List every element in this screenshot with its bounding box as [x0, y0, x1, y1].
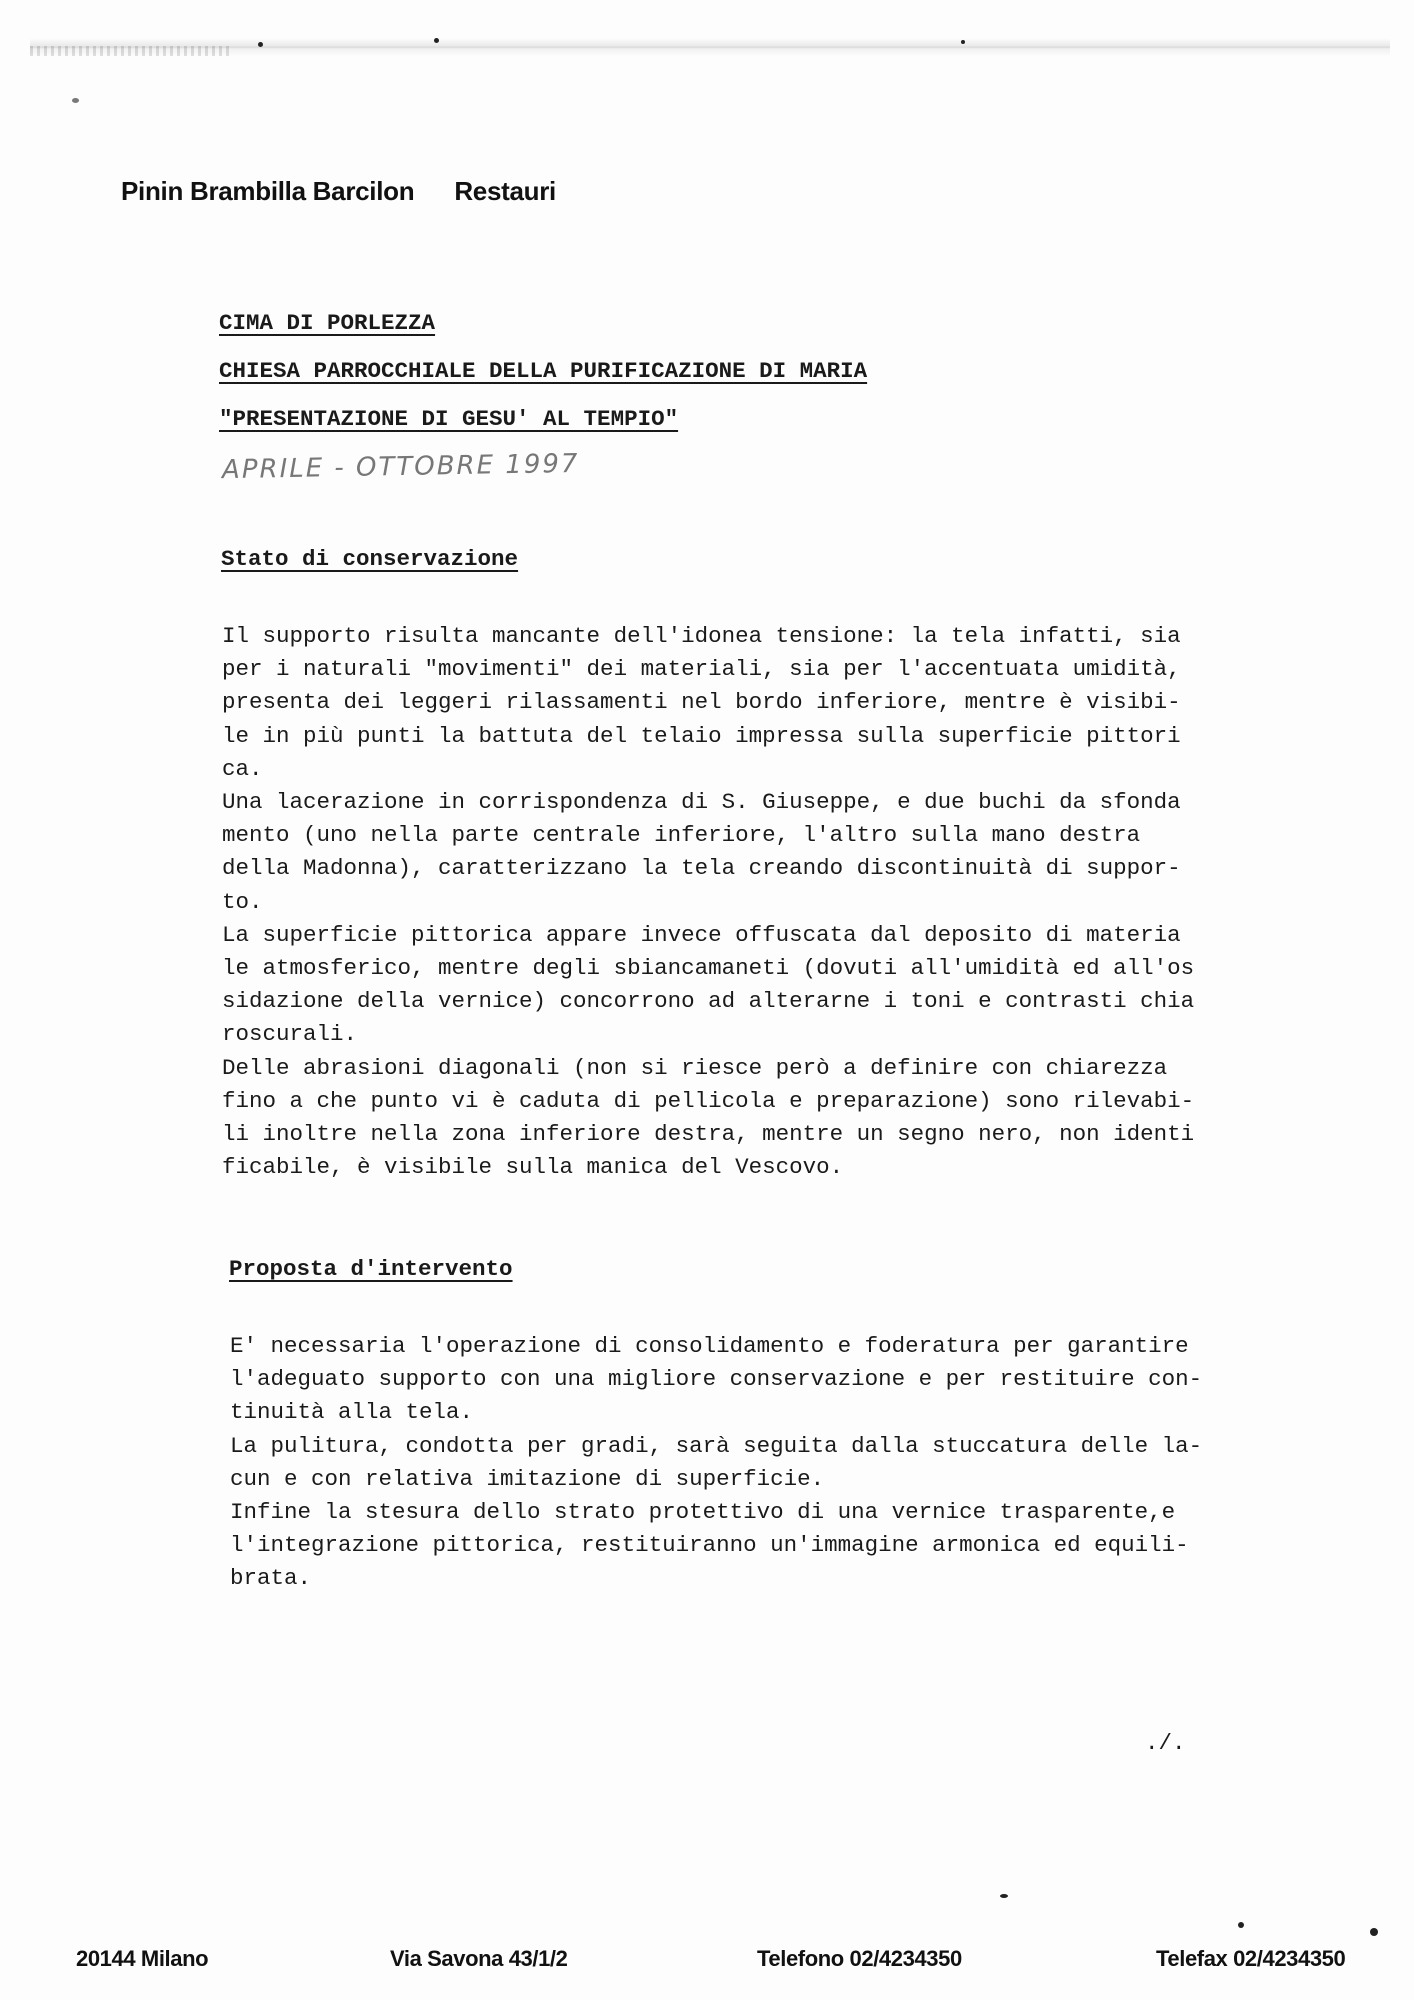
- heading-artwork: "PRESENTAZIONE DI GESU' AL TEMPIO": [219, 406, 679, 432]
- letterhead-name: Pinin Brambilla Barcilon: [121, 176, 415, 206]
- section-title-proposal: Proposta d'intervento: [229, 1256, 513, 1282]
- handwritten-dates: APRILE - OTTOBRE 1997: [221, 448, 580, 486]
- continuation-mark: ./.: [1145, 1730, 1186, 1756]
- footer-address: Via Savona 43/1/2: [390, 1946, 568, 1971]
- heading-location: CIMA DI PORLEZZA: [219, 310, 436, 336]
- letterhead-business: Restauri: [454, 176, 556, 206]
- footer-fax: Telefax 02/4234350: [1156, 1946, 1346, 1971]
- scan-speck: [961, 40, 965, 44]
- scan-speck: [1238, 1922, 1244, 1928]
- scan-speck: [258, 42, 263, 47]
- section-title-conservation: Stato di conservazione: [221, 546, 519, 572]
- scan-speck: [434, 38, 439, 43]
- scan-speck: [1370, 1928, 1378, 1936]
- scan-speck: [1000, 1894, 1008, 1898]
- section-body-conservation: Il supporto risulta mancante dell'idonea tensione: la tela infatti, sia per i naturali "movimenti" dei materiali, sia per l'accentuata umidità, presenta dei leggeri rilassamenti nel bordo inferiore, mentre è visibi- le in più punti la battuta del telaio impressa sulla superficie pittori ca. Una lacerazione in corrispondenza di S. Giuseppe, e due buchi da sfonda mento (uno nella parte centrale inferiore, l'altro sulla mano destra della Madonna), caratterizzano la tela creando discontinuità di suppor- to. La superficie pittorica appare invece offuscata dal deposito di materia le atmosferico, mentre degli sbiancamaneti (dovuti all'umidità ed all'os sidazione della vernice) concorrono ad alterarne i toni e contrasti chia roscurali. Delle abrasioni diagonali (non si riesce però a definire con chiarezza fino a che punto vi è caduta di pellicola e preparazione) sono rilevabi- li inoltre nella zona inferiore destra, mentre un segno nero, non identi ficabile, è visibile sulla manica del Vescovo.: [222, 623, 1195, 1181]
- scan-speck: [72, 98, 79, 103]
- heading-church: CHIESA PARROCCHIALE DELLA PURIFICAZIONE DI MARIA: [219, 358, 868, 384]
- footer-phone: Telefono 02/4234350: [757, 1946, 962, 1971]
- letterhead: [121, 176, 556, 207]
- scan-edge-artifact: [30, 38, 1390, 56]
- footer-postal: 20144 Milano: [76, 1946, 209, 1971]
- section-body-proposal: E' necessaria l'operazione di consolidamento e foderatura per garantire l'adeguato supporto con una migliore conservazione e per restituire con- tinuità alla tela. La pulitura, condotta per gradi, sarà seguita dalla stuccatura delle la- cun e con relativa imitazione di superficie. Infine la stesura dello strato protettivo di una vernice trasparente,e l'integrazione pittorica, restituiranno un'immagine armonica ed equili- brata.: [230, 1333, 1203, 1592]
